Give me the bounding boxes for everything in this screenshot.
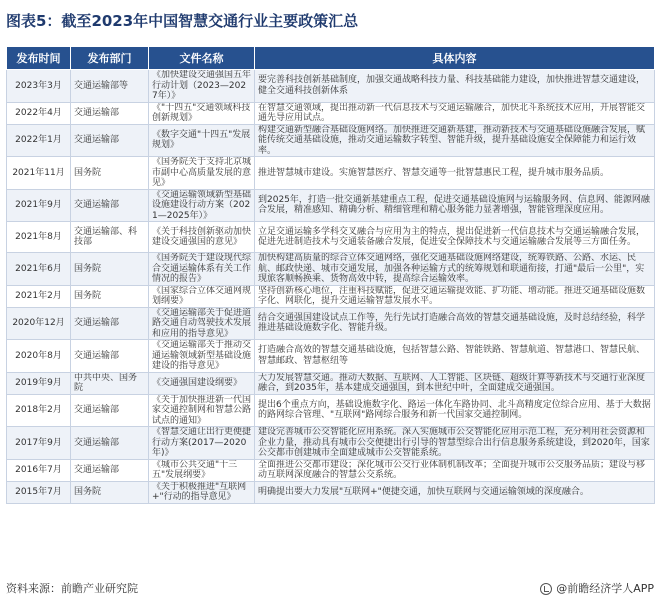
- cell-content: 提出6个重点方向，基础设施数字化、路运一体化车路协同、北斗高精度定位综合应用、基于大数据的路网综合管理、"互联网"路网综合服务和新一代国家交通控制网。: [255, 394, 655, 427]
- column-header-doc: 文件名称: [149, 47, 255, 70]
- column-header-dept: 发布部门: [71, 47, 149, 70]
- table-row: [7, 459, 655, 481]
- table-header-row: [7, 47, 655, 70]
- brand-logo-icon: [540, 583, 552, 595]
- cell-date: 2016年7月: [7, 459, 71, 481]
- cell-dept: 交通运输部: [71, 459, 149, 481]
- footer: [6, 580, 654, 598]
- cell-date: 2020年8月: [7, 340, 71, 373]
- cell-dept: 国务院: [71, 253, 149, 286]
- cell-doc-name: 《国家综合立体交通网规划纲要》: [149, 285, 255, 307]
- cell-content: 要完善科技创新基础制度，加强交通战略科技力量、科技基础能力建设，加快推进智慧交通建设，健全交通科技创新体系: [255, 70, 655, 103]
- cell-date: 2021年6月: [7, 253, 71, 286]
- cell-doc-name: 《国务院关于建设现代综合交通运输体系有关工作情况的报告》: [149, 253, 255, 286]
- cell-dept: 交通运输部: [71, 102, 149, 124]
- table-row: [7, 394, 655, 427]
- source-note: 资料来源：前瞻产业研究院: [6, 582, 138, 595]
- table-row: [7, 481, 655, 503]
- cell-dept: 交通运输部: [71, 340, 149, 373]
- table-row: [7, 124, 655, 157]
- cell-date: 2015年7月: [7, 481, 71, 503]
- table-row: [7, 340, 655, 373]
- cell-date: 2021年11月: [7, 157, 71, 190]
- cell-doc-name: 《交通强国建设纲要》: [149, 372, 255, 394]
- cell-date: 2022年1月: [7, 124, 71, 157]
- cell-dept: 交通运输部: [71, 427, 149, 460]
- table-row: [7, 307, 655, 340]
- cell-doc-name: 《交通运输部关于促进道路交通自动驾驶技术发展和应用的指导意见》: [149, 307, 255, 340]
- cell-date: 2019年9月: [7, 372, 71, 394]
- cell-dept: 交通运输部、科技部: [71, 222, 149, 253]
- cell-date: 2021年2月: [7, 285, 71, 307]
- page-title: 图表5：截至2023年中国智慧交通行业主要政策汇总: [6, 12, 359, 30]
- cell-content: 建设完善城市公交智能化应用系统。深入实施城市公交智能化应用示范工程，充分利用社会资源和企业力量，推动具有城市公交便捷出行引导的智慧型综合出行信息服务系统建设，到2020年，国家公交都市创建城市全面建成城市公交智能系统。: [255, 427, 655, 460]
- cell-content: 构建交通新型融合基础设施网络。加快推进交通新基建，推动新技术与交通基础设施融合发展，赋能传统交通基础设施，推动交通运输数字转型、智能升级，提升基础设施安全保障能力和运行效率。: [255, 124, 655, 157]
- cell-dept: 交通运输部: [71, 394, 149, 427]
- cell-content: 到2025年，打造一批交通新基建重点工程，促进交通基础设施网与运输服务网、信息网、能源网融合发展，精准感知、精确分析、精细管理和精心服务能力显著增强，智能管理深度应用。: [255, 189, 655, 222]
- table-row: [7, 372, 655, 394]
- cell-dept: 交通运输部等: [71, 70, 149, 103]
- cell-content: 推进智慧城市建设。实施智慧医疗、智慧交通等一批智慧惠民工程，提升城市服务品质。: [255, 157, 655, 190]
- table-row: [7, 285, 655, 307]
- table-row: [7, 253, 655, 286]
- cell-dept: 中共中央、国务院: [71, 372, 149, 394]
- cell-content: 在智慧交通领域，提出推动新一代信息技术与交通运输融合，加快北斗系统技术应用，开展智能交通先导应用试点。: [255, 102, 655, 124]
- cell-content: 全面推进公交都市建设；深化城市公交行业体制机制改革；全面提升城市公交服务品质；建设与移动互联网深度融合的智慧公交系统。: [255, 459, 655, 481]
- cell-content: 结合交通强国建设试点工作等，先行先试打造融合高效的智慧交通基础设施，及时总结经验，科学推进基础设施数字化、智能升级。: [255, 307, 655, 340]
- cell-dept: 交通运输部: [71, 189, 149, 222]
- cell-content: 坚持创新核心地位，注重科技赋能，促进交通运输提效能、扩功能、增动能。推进交通基础设施数字化、网联化，提升交通运输智慧发展水平。: [255, 285, 655, 307]
- cell-dept: 交通运输部: [71, 124, 149, 157]
- table-row: [7, 102, 655, 124]
- table-row: [7, 70, 655, 103]
- cell-doc-name: 《智慧交通让出行更便捷行动方案(2017—2020年)》: [149, 427, 255, 460]
- cell-content: 打造融合高效的智慧交通基础设施，包括智慧公路、智能铁路、智慧航道、智慧港口、智慧民航、智慧邮政、智慧枢纽等: [255, 340, 655, 373]
- cell-content: 明确提出要大力发展"互联网+"便捷交通，加快互联网与交通运输领域的深度融合。: [255, 481, 655, 503]
- cell-doc-name: 《交通运输领域新型基础设施建设行动方案（2021—2025年）》: [149, 189, 255, 222]
- cell-content: 加快构建高质量的综合立体交通网络，强化交通基础设施网络建设，统筹铁路、公路、水运、民航、邮政快递、城市交通发展，加强各种运输方式的统筹规划和联通衔接，打通"最后一公里"，实现旅客顺畅换乘、货物高效中转，提高综合运输效率。: [255, 253, 655, 286]
- cell-content: 大力发展智慧交通。推动大数据、互联网、人工智能、区块链、超级计算等新技术与交通行业深度融合，到2035年，基本建成交通强国，到本世纪中叶，全面建成交通强国。: [255, 372, 655, 394]
- cell-dept: 国务院: [71, 157, 149, 190]
- cell-dept: 国务院: [71, 481, 149, 503]
- cell-date: 2020年12月: [7, 307, 71, 340]
- cell-doc-name: 《关于积极推进"互联网+"行动的指导意见》: [149, 481, 255, 503]
- cell-date: 2017年9月: [7, 427, 71, 460]
- cell-doc-name: 《数字交通"十四五"发展规划》: [149, 124, 255, 157]
- cell-doc-name: 《城市公共交通"十三五"发展纲要》: [149, 459, 255, 481]
- cell-dept: 交通运输部: [71, 307, 149, 340]
- table-row: [7, 222, 655, 253]
- cell-date: 2021年8月: [7, 222, 71, 253]
- cell-date: 2018年2月: [7, 394, 71, 427]
- cell-doc-name: 《加快建设交通强国五年行动计划（2023—2027年）》: [149, 70, 255, 103]
- table-row: [7, 427, 655, 460]
- cell-date: 2021年9月: [7, 189, 71, 222]
- table-row: [7, 157, 655, 190]
- brand-credit: [540, 580, 654, 598]
- cell-dept: 国务院: [71, 285, 149, 307]
- column-header-content: 具体内容: [255, 47, 655, 70]
- cell-date: 2022年4月: [7, 102, 71, 124]
- table-row: [7, 189, 655, 222]
- brand-label: @前瞻经济学人APP: [556, 582, 654, 595]
- cell-doc-name: 《国务院关于支持北京城市副中心高质量发展的意见》: [149, 157, 255, 190]
- cell-doc-name: 《"十四五"交通领域科技创新规划》: [149, 102, 255, 124]
- cell-content: 立足交通运输多学科交叉融合与应用为主的特点，提出促进新一代信息技术与交通运输融合发展，促进先进制造技术与交通装备融合发展，促进安全保障技术与交通运输融合发展等三方面任务。: [255, 222, 655, 253]
- table-body: [7, 70, 655, 504]
- cell-doc-name: 《关于科技创新驱动加快建设交通强国的意见》: [149, 222, 255, 253]
- column-header-date: 发布时间: [7, 47, 71, 70]
- policy-table: [6, 46, 655, 504]
- cell-doc-name: 《交通运输部关于推动交通运输领域新型基础设施建设的指导意见》: [149, 340, 255, 373]
- cell-doc-name: 《关于加快推进新一代国家交通控制网和智慧公路试点的通知》: [149, 394, 255, 427]
- cell-date: 2023年3月: [7, 70, 71, 103]
